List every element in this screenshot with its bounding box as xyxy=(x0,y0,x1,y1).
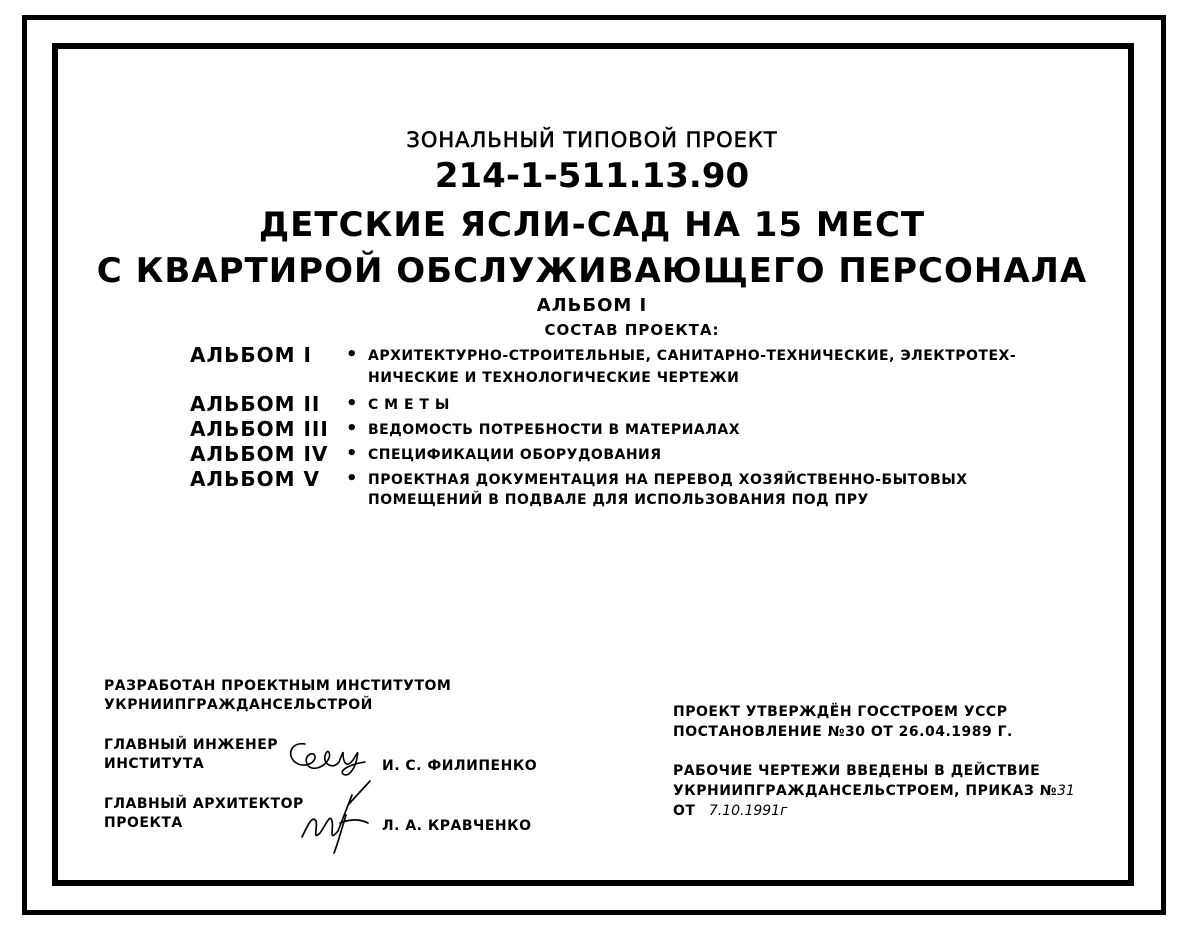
album-3-name: АЛЬБОМ III xyxy=(190,417,329,441)
approval-line-4-prefix: УКРНИИПГРАЖДАНСЕЛЬСТРОЕМ, ПРИКАЗ № xyxy=(673,783,1057,799)
album-1-name: АЛЬБОМ I xyxy=(190,343,312,367)
album-label: АЛЬБОМ I xyxy=(536,295,648,316)
chief-architect-title-1: ГЛАВНЫЙ АРХИТЕКТОР xyxy=(104,796,304,812)
album-5-desc-line-1: ПРОЕКТНАЯ ДОКУМЕНТАЦИЯ НА ПЕРЕВОД ХОЗЯЙСТВЕННО-БЫТОВЫХ xyxy=(368,472,968,488)
approval-line-3: РАБОЧИЕ ЧЕРТЕЖИ ВВЕДЕНЫ В ДЕЙСТВИЕ xyxy=(673,763,1041,779)
order-number: 31 xyxy=(1057,783,1075,799)
developer-line-2: УКРНИИПГРАЖДАНСЕЛЬСТРОЙ xyxy=(104,697,373,713)
album-1-bullet: • xyxy=(346,344,358,365)
album-4-name: АЛЬБОМ IV xyxy=(190,442,329,466)
approval-line-5 xyxy=(673,803,787,819)
album-5-bullet: • xyxy=(346,468,358,489)
album-3-desc: ВЕДОМОСТЬ ПОТРЕБНОСТИ В МАТЕРИАЛАХ xyxy=(368,422,740,438)
chief-architect-signature xyxy=(290,775,385,855)
chief-architect-name: Л. А. КРАВЧЕНКО xyxy=(382,818,532,834)
approval-line-4 xyxy=(673,783,1075,799)
album-4-bullet: • xyxy=(346,443,358,464)
album-2-desc: С М Е Т Ы xyxy=(368,397,450,413)
album-2-bullet: • xyxy=(346,393,358,414)
chief-architect-title-2: ПРОЕКТА xyxy=(104,815,183,831)
chief-engineer-title-2: ИНСТИТУТА xyxy=(104,756,205,772)
composition-heading: СОСТАВ ПРОЕКТА: xyxy=(544,321,720,339)
album-2-name: АЛЬБОМ II xyxy=(190,392,321,416)
album-5-desc-line-2: ПОМЕЩЕНИЙ В ПОДВАЛЕ ДЛЯ ИСПОЛЬЗОВАНИЯ ПОД ПРУ xyxy=(368,492,869,508)
chief-engineer-name: И. С. ФИЛИПЕНКО xyxy=(382,758,538,774)
title-line-2: С КВАРТИРОЙ ОБСЛУЖИВАЮЩЕГО ПЕРСОНАЛА xyxy=(96,251,1088,291)
order-date: 7.10.1991г xyxy=(708,803,788,819)
chief-engineer-signature xyxy=(285,738,380,780)
album-3-bullet: • xyxy=(346,418,358,439)
album-1-desc-line-2: НИЧЕСКИЕ И ТЕХНОЛОГИЧЕСКИЕ ЧЕРТЕЖИ xyxy=(368,370,740,386)
developer-line-1: РАЗРАБОТАН ПРОЕКТНЫМ ИНСТИТУТОМ xyxy=(104,678,452,694)
approval-line-5-prefix: ОТ xyxy=(673,803,696,819)
album-1-desc-line-1: АРХИТЕКТУРНО-СТРОИТЕЛЬНЫЕ, САНИТАРНО-ТЕХНИЧЕСКИЕ, ЭЛЕКТРОТЕХ- xyxy=(368,348,1017,364)
approval-line-2: ПОСТАНОВЛЕНИЕ №30 ОТ 26.04.1989 Г. xyxy=(673,724,1013,740)
approval-line-1: ПРОЕКТ УТВЕРЖДЁН ГОССТРОЕМ УССР xyxy=(673,704,1008,720)
album-5-name: АЛЬБОМ V xyxy=(190,467,320,491)
title-line-1: ДЕТСКИЕ ЯСЛИ-САД НА 15 МЕСТ xyxy=(258,205,926,245)
project-type: ЗОНАЛЬНЫЙ ТИПОВОЙ ПРОЕКТ xyxy=(406,128,778,152)
chief-engineer-title-1: ГЛАВНЫЙ ИНЖЕНЕР xyxy=(104,737,279,753)
project-code: 214-1-511.13.90 xyxy=(434,156,750,196)
album-4-desc: СПЕЦИФИКАЦИИ ОБОРУДОВАНИЯ xyxy=(368,447,662,463)
